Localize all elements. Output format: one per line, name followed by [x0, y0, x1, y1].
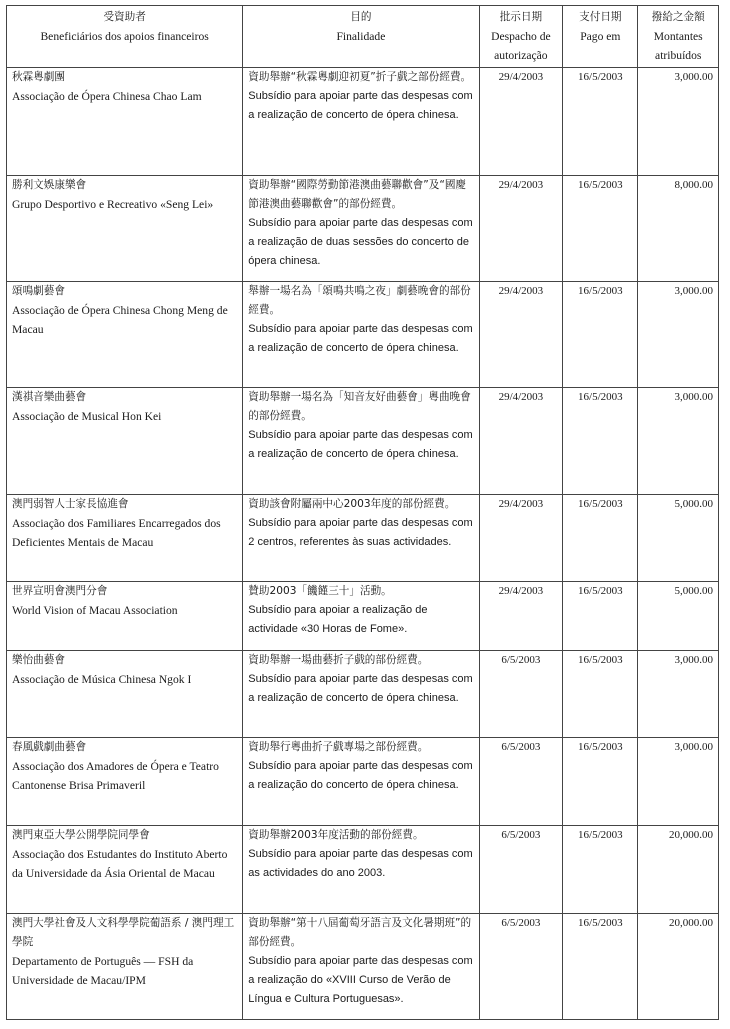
beneficiary-pt: Associação de Ópera Chinesa Chong Meng de Macau: [12, 304, 228, 336]
amount: 3,000.00: [638, 651, 719, 738]
beneficiary-zh: 世界宣明會澳門分會: [12, 585, 108, 597]
pago-date: 16/5/2003: [563, 826, 638, 914]
despacho-date: 6/5/2003: [479, 914, 563, 1020]
despacho-date: 6/5/2003: [479, 738, 563, 826]
beneficiary-zh: 秋霖粵劇團: [12, 71, 65, 83]
beneficiary-zh: 澳門弱智人士家長協進會: [12, 498, 129, 510]
header-despacho-zh: 批示日期: [499, 11, 543, 23]
beneficiary-cell: [7, 282, 243, 388]
table-row: [7, 738, 719, 826]
pago-date: 16/5/2003: [563, 914, 638, 1020]
purpose-pt: Subsídio para apoiar parte das despesas com a realização de duas sessões do concerto de ópera chinesa.: [248, 217, 473, 267]
purpose-pt: Subsídio para apoiar parte das despesas com as actividades do ano 2003.: [248, 848, 473, 879]
beneficiary-zh: 勝利文娛康樂會: [12, 179, 87, 191]
header-montantes-zh: 撥給之金額: [651, 11, 705, 23]
header-pago-zh: 支付日期: [579, 11, 622, 23]
table-row: [7, 282, 719, 388]
header-montantes: [638, 6, 719, 68]
despacho-date: 29/4/2003: [479, 495, 563, 582]
header-purpose: [243, 6, 479, 68]
beneficiary-cell: [7, 176, 243, 282]
pago-date: 16/5/2003: [563, 738, 638, 826]
purpose-cell: [243, 282, 479, 388]
purpose-pt: Subsídio para apoiar a realização de actividade «30 Horas de Fome».: [248, 604, 428, 635]
table-row: [7, 582, 719, 651]
purpose-zh: 資助舉辦2003年度活動的部份經費。: [248, 829, 424, 841]
purpose-cell: [243, 176, 479, 282]
header-purpose-pt: Finalidade: [336, 30, 386, 43]
despacho-date: 29/4/2003: [479, 388, 563, 495]
amount: 3,000.00: [638, 738, 719, 826]
beneficiary-cell: [7, 826, 243, 914]
purpose-pt: Subsídio para apoiar parte das despesas com a realização do concerto de ópera chinesa.: [248, 760, 473, 791]
purpose-cell: [243, 738, 479, 826]
purpose-pt: Subsídio para apoiar parte das despesas com 2 centros, referentes às suas actividades.: [248, 517, 473, 548]
beneficiary-zh: 樂怡曲藝會: [12, 654, 65, 666]
purpose-cell: [243, 495, 479, 582]
purpose-zh: 舉辦一場名為「頌鳴共鳴之夜」劇藝晚會的部份經費。: [248, 285, 471, 316]
table-row: [7, 651, 719, 738]
table-row: [7, 388, 719, 495]
purpose-cell: [243, 651, 479, 738]
purpose-zh: 資助該會附屬兩中心2003年度的部份經費。: [248, 498, 456, 510]
amount: 3,000.00: [638, 388, 719, 495]
beneficiary-zh: 春風戲劇曲藝會: [12, 741, 87, 753]
table-row: [7, 914, 719, 1020]
pago-date: 16/5/2003: [563, 388, 638, 495]
purpose-pt: Subsídio para apoiar parte das despesas com a realização do «XVIII Curso de Verão de Língua e Cultura Portuguesas».: [248, 955, 473, 1005]
beneficiary-zh: 澳門大學社會及人文科學學院葡語系 / 澳門理工學院: [12, 917, 235, 948]
purpose-zh: 資助舉行粵曲折子戲專場之部份經費。: [248, 741, 429, 753]
purpose-zh: 贊助2003「饑饉三十」活動。: [248, 585, 392, 597]
header-beneficiary-zh: 受資助者: [103, 11, 146, 23]
purpose-zh: 資助舉辦一場名為「知音友好曲藝會」粵曲晚會的部份經費。: [248, 391, 471, 422]
purpose-zh: 資助舉辦“秋霖粵劇迎初夏”折子戲之部份經費。: [248, 71, 472, 83]
beneficiary-pt: Associação de Música Chinesa Ngok I: [12, 673, 192, 686]
purpose-cell: [243, 68, 479, 176]
amount: 5,000.00: [638, 582, 719, 651]
table-row: [7, 826, 719, 914]
header-despacho-pt-1: Despacho de: [491, 30, 551, 43]
pago-date: 16/5/2003: [563, 582, 638, 651]
beneficiary-pt: Grupo Desportivo e Recreativo «Seng Lei»: [12, 198, 214, 211]
header-despacho: [479, 6, 563, 68]
beneficiary-cell: [7, 495, 243, 582]
beneficiary-pt: Associação de Musical Hon Kei: [12, 410, 162, 423]
beneficiary-pt: World Vision of Macau Association: [12, 604, 178, 617]
header-pago-pt: Pago em: [580, 30, 621, 43]
beneficiary-zh: 澳門東亞大學公開學院同學會: [12, 829, 150, 841]
beneficiary-cell: [7, 582, 243, 651]
purpose-cell: [243, 388, 479, 495]
purpose-pt: Subsídio para apoiar parte das despesas com a realização de concerto de ópera chinesa.: [248, 323, 473, 354]
beneficiary-cell: [7, 68, 243, 176]
despacho-date: 29/4/2003: [479, 176, 563, 282]
grants-table: [6, 5, 719, 1020]
header-pago: [563, 6, 638, 68]
purpose-pt: Subsídio para apoiar parte das despesas com a realização de concerto de ópera chinesa.: [248, 90, 473, 121]
despacho-date: 6/5/2003: [479, 651, 563, 738]
amount: 8,000.00: [638, 176, 719, 282]
purpose-cell: [243, 826, 479, 914]
beneficiary-pt: Associação dos Familiares Encarregados dos Deficientes Mentais de Macau: [12, 517, 221, 549]
despacho-date: 29/4/2003: [479, 282, 563, 388]
beneficiary-zh: 漢祺音樂曲藝會: [12, 391, 87, 403]
pago-date: 16/5/2003: [563, 176, 638, 282]
purpose-zh: 資助舉辦一場曲藝折子戲的部份經費。: [248, 654, 429, 666]
purpose-zh: 資助舉辦“國際勞動節港澳曲藝聯歡會”及“國慶節港澳曲藝聯歡會”的部份經費。: [248, 179, 467, 210]
table-row: [7, 495, 719, 582]
pago-date: 16/5/2003: [563, 68, 638, 176]
header-purpose-zh: 目的: [350, 11, 372, 23]
pago-date: 16/5/2003: [563, 651, 638, 738]
amount: 5,000.00: [638, 495, 719, 582]
pago-date: 16/5/2003: [563, 282, 638, 388]
beneficiary-pt: Departamento de Português — FSH da Universidade de Macau/IPM: [12, 955, 194, 987]
pago-date: 16/5/2003: [563, 495, 638, 582]
beneficiary-cell: [7, 738, 243, 826]
purpose-zh: 資助舉辦“第十八屆葡萄牙語言及文化暑期班”的部份經費。: [248, 917, 472, 948]
beneficiary-pt: Associação dos Amadores de Ópera e Teatro Cantonense Brisa Primaveril: [12, 760, 219, 792]
beneficiary-zh: 頌鳴劇藝會: [12, 285, 65, 297]
amount: 20,000.00: [638, 826, 719, 914]
table-header: [7, 6, 719, 68]
beneficiary-pt: Associação dos Estudantes do Instituto Aberto da Universidade da Ásia Oriental de Macau: [12, 848, 228, 880]
despacho-date: 29/4/2003: [479, 68, 563, 176]
header-montantes-pt-1: Montantes: [653, 30, 703, 43]
amount: 20,000.00: [638, 914, 719, 1020]
header-montantes-pt-2: atribuídos: [655, 49, 702, 62]
despacho-date: 29/4/2003: [479, 582, 563, 651]
purpose-pt: Subsídio para apoiar parte das despesas com a realização de concerto de ópera chinesa.: [248, 673, 473, 704]
table-row: [7, 176, 719, 282]
header-despacho-pt-2: autorização: [494, 49, 548, 62]
beneficiary-pt: Associação de Ópera Chinesa Chao Lam: [12, 90, 202, 103]
beneficiary-cell: [7, 651, 243, 738]
header-beneficiary-pt: Beneficiários dos apoios financeiros: [40, 30, 209, 43]
purpose-pt: Subsídio para apoiar parte das despesas com a realização de concerto de ópera chinesa.: [248, 429, 473, 460]
beneficiary-cell: [7, 914, 243, 1020]
despacho-date: 6/5/2003: [479, 826, 563, 914]
purpose-cell: [243, 914, 479, 1020]
header-beneficiary: [7, 6, 243, 68]
purpose-cell: [243, 582, 479, 651]
amount: 3,000.00: [638, 282, 719, 388]
header-row: [7, 6, 719, 68]
amount: 3,000.00: [638, 68, 719, 176]
table-row: [7, 68, 719, 176]
beneficiary-cell: [7, 388, 243, 495]
table-body: [7, 68, 719, 1020]
